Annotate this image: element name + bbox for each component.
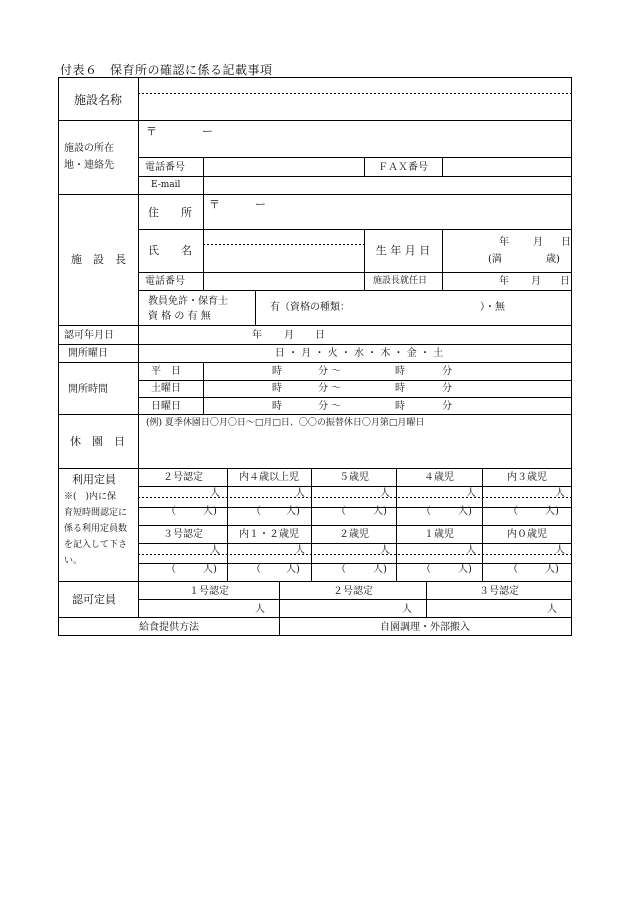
capacity-paren-open: （ bbox=[336, 506, 346, 517]
approval-month: 月 bbox=[284, 330, 294, 341]
capacity-unit: 人 bbox=[210, 488, 220, 499]
opening-hours-minute-start: 分 〜 bbox=[318, 366, 342, 377]
opening-hours-minute-end: 分 bbox=[442, 366, 452, 377]
opening-hours-hour-start: 時 bbox=[272, 383, 282, 394]
capacity-unit: 人 bbox=[555, 488, 565, 499]
capacity-header-top: ５歳児 bbox=[339, 472, 369, 483]
opening-hours-minute-start: 分 〜 bbox=[318, 401, 342, 412]
form-table bbox=[58, 77, 572, 637]
capacity-unit: 人 bbox=[555, 545, 565, 556]
capacity-paren-close: 人) bbox=[373, 564, 387, 575]
capacity-paren-close: 人) bbox=[545, 564, 559, 575]
approved-capacity-unit: 人 bbox=[402, 604, 412, 615]
approved-capacity-unit: 人 bbox=[547, 604, 557, 615]
director-postal-mark: 〒 bbox=[209, 198, 220, 211]
capacity-unit: 人 bbox=[380, 488, 390, 499]
director-appoint-month: 月 bbox=[531, 276, 541, 287]
holidays-label: 休 園 日 bbox=[70, 435, 125, 448]
location-label-line2: 地・連絡先 bbox=[64, 160, 114, 171]
opening-hours-hour-end: 時 bbox=[395, 383, 405, 394]
director-birthdate-label: 生 年 月 日 bbox=[375, 244, 431, 257]
capacity-paren-close: 人) bbox=[286, 564, 300, 575]
approved-capacity-unit: 人 bbox=[255, 604, 265, 615]
license-label-line2: 資 格 の 有 無 bbox=[148, 311, 211, 322]
capacity-note-line: ※( )内に保 bbox=[64, 492, 117, 502]
approved-capacity-header: １号認定 bbox=[189, 586, 229, 597]
capacity-label: 利用定員 bbox=[72, 473, 116, 486]
capacity-note-line: を記入して下さ bbox=[64, 540, 128, 550]
opening-hours-day: 日曜日 bbox=[151, 401, 181, 412]
capacity-paren-close: 人) bbox=[203, 506, 217, 517]
director-appoint-day: 日 bbox=[560, 276, 570, 287]
opening-days-value: 日 ・ 月 ・ 火 ・ 水 ・ 木 ・ 金 ・ 土 bbox=[274, 348, 444, 359]
capacity-paren-open: （ bbox=[251, 564, 261, 575]
capacity-paren-open: （ bbox=[508, 506, 518, 517]
director-appoint-year: 年 bbox=[499, 276, 509, 287]
approval-day: 日 bbox=[315, 330, 325, 341]
capacity-paren-close: 人) bbox=[458, 564, 472, 575]
capacity-note-line: 係る利用定員数 bbox=[64, 524, 128, 534]
director-postal-dash: ー bbox=[255, 198, 266, 211]
capacity-header-top: 内４歳以上児 bbox=[239, 472, 299, 483]
opening-hours-minute-end: 分 bbox=[442, 383, 452, 394]
facility-name-field[interactable] bbox=[141, 96, 569, 118]
opening-hours-hour-end: 時 bbox=[395, 401, 405, 412]
license-label-line1: 教員免許・保育士 bbox=[148, 296, 228, 307]
director-birth-year: 年 bbox=[499, 237, 509, 248]
director-phone-label: 電話番号 bbox=[145, 276, 185, 287]
capacity-header-top: ２号認定 bbox=[163, 472, 203, 483]
director-age-open: (満 bbox=[488, 254, 502, 265]
capacity-unit: 人 bbox=[295, 488, 305, 499]
capacity-paren-open: （ bbox=[166, 564, 176, 575]
opening-hours-hour-end: 時 bbox=[395, 366, 405, 377]
opening-days-label: 開所曜日 bbox=[68, 348, 108, 359]
holidays-example: (例) 夏季休園日〇月〇日〜□月□日、〇〇の振替休日〇月第□月曜日 bbox=[146, 418, 425, 428]
capacity-paren-open: （ bbox=[421, 564, 431, 575]
capacity-unit: 人 bbox=[295, 545, 305, 556]
location-postal-mark: 〒 bbox=[146, 125, 157, 138]
capacity-paren-open: （ bbox=[336, 564, 346, 575]
director-appointment-label: 施設長就任日 bbox=[373, 276, 428, 286]
capacity-paren-close: 人) bbox=[373, 506, 387, 517]
capacity-header-bottom: ３号認定 bbox=[163, 529, 203, 540]
director-birth-day: 日 bbox=[561, 237, 571, 248]
director-birth-month: 月 bbox=[533, 237, 543, 248]
director-address-label: 住 所 bbox=[148, 206, 192, 219]
location-label-line1: 施設の所在 bbox=[64, 143, 114, 154]
meal-value: 自園調理・外部搬入 bbox=[380, 622, 470, 633]
capacity-header-bottom: 内０歳児 bbox=[507, 529, 547, 540]
capacity-paren-close: 人) bbox=[286, 506, 300, 517]
capacity-paren-close: 人) bbox=[545, 506, 559, 517]
capacity-header-bottom: ２歳児 bbox=[339, 529, 369, 540]
capacity-header-top: 内３歳児 bbox=[507, 472, 547, 483]
capacity-header-top: ４歳児 bbox=[424, 472, 454, 483]
capacity-paren-open: （ bbox=[251, 506, 261, 517]
opening-hours-minute-start: 分 〜 bbox=[318, 383, 342, 394]
capacity-paren-close: 人) bbox=[458, 506, 472, 517]
capacity-unit: 人 bbox=[210, 545, 220, 556]
location-phone-label: 電話番号 bbox=[145, 162, 185, 173]
page-title: 付表６ 保育所の確認に係る記載事項 bbox=[60, 63, 273, 77]
capacity-unit: 人 bbox=[466, 545, 476, 556]
location-fax-label: ＦＡＸ番号 bbox=[378, 162, 428, 173]
capacity-note bbox=[64, 489, 136, 569]
opening-hours-day: 平 日 bbox=[151, 366, 181, 377]
capacity-note-line: 育短時間認定に bbox=[64, 508, 128, 518]
approved-capacity-header: ２号認定 bbox=[333, 586, 373, 597]
capacity-header-bottom: １歳児 bbox=[424, 529, 454, 540]
opening-hours-minute-end: 分 bbox=[442, 401, 452, 412]
capacity-header-bottom: 内１・２歳児 bbox=[239, 529, 299, 540]
capacity-paren-open: （ bbox=[421, 506, 431, 517]
approval-year: 年 bbox=[252, 330, 262, 341]
approved-capacity-label: 認可定員 bbox=[72, 593, 116, 606]
location-postal-dash: ー bbox=[202, 125, 213, 138]
capacity-unit: 人 bbox=[466, 488, 476, 499]
license-none-label: ）・無 bbox=[480, 302, 505, 313]
capacity-paren-open: （ bbox=[508, 564, 518, 575]
capacity-note-line: い。 bbox=[64, 556, 83, 566]
license-has-label: 有（資格の種類： bbox=[270, 302, 350, 313]
location-email-label: E-mail bbox=[151, 180, 181, 190]
opening-hours-day: 土曜日 bbox=[151, 383, 181, 394]
capacity-paren-open: （ bbox=[166, 506, 176, 517]
meal-label: 給食提供方法 bbox=[139, 622, 199, 633]
capacity-paren-close: 人) bbox=[203, 564, 217, 575]
opening-hours-hour-start: 時 bbox=[272, 401, 282, 412]
opening-hours-hour-start: 時 bbox=[272, 366, 282, 377]
director-age-close: 歳) bbox=[546, 254, 560, 265]
capacity-unit: 人 bbox=[380, 545, 390, 556]
director-label: 施 設 長 bbox=[71, 253, 126, 266]
approval-date-label: 認可年月日 bbox=[64, 330, 114, 341]
director-name-label: 氏 名 bbox=[148, 244, 192, 257]
opening-hours-label: 開所時間 bbox=[68, 384, 108, 395]
facility-name-label: 施設名称 bbox=[73, 93, 123, 107]
approved-capacity-header: ３号認定 bbox=[479, 586, 519, 597]
